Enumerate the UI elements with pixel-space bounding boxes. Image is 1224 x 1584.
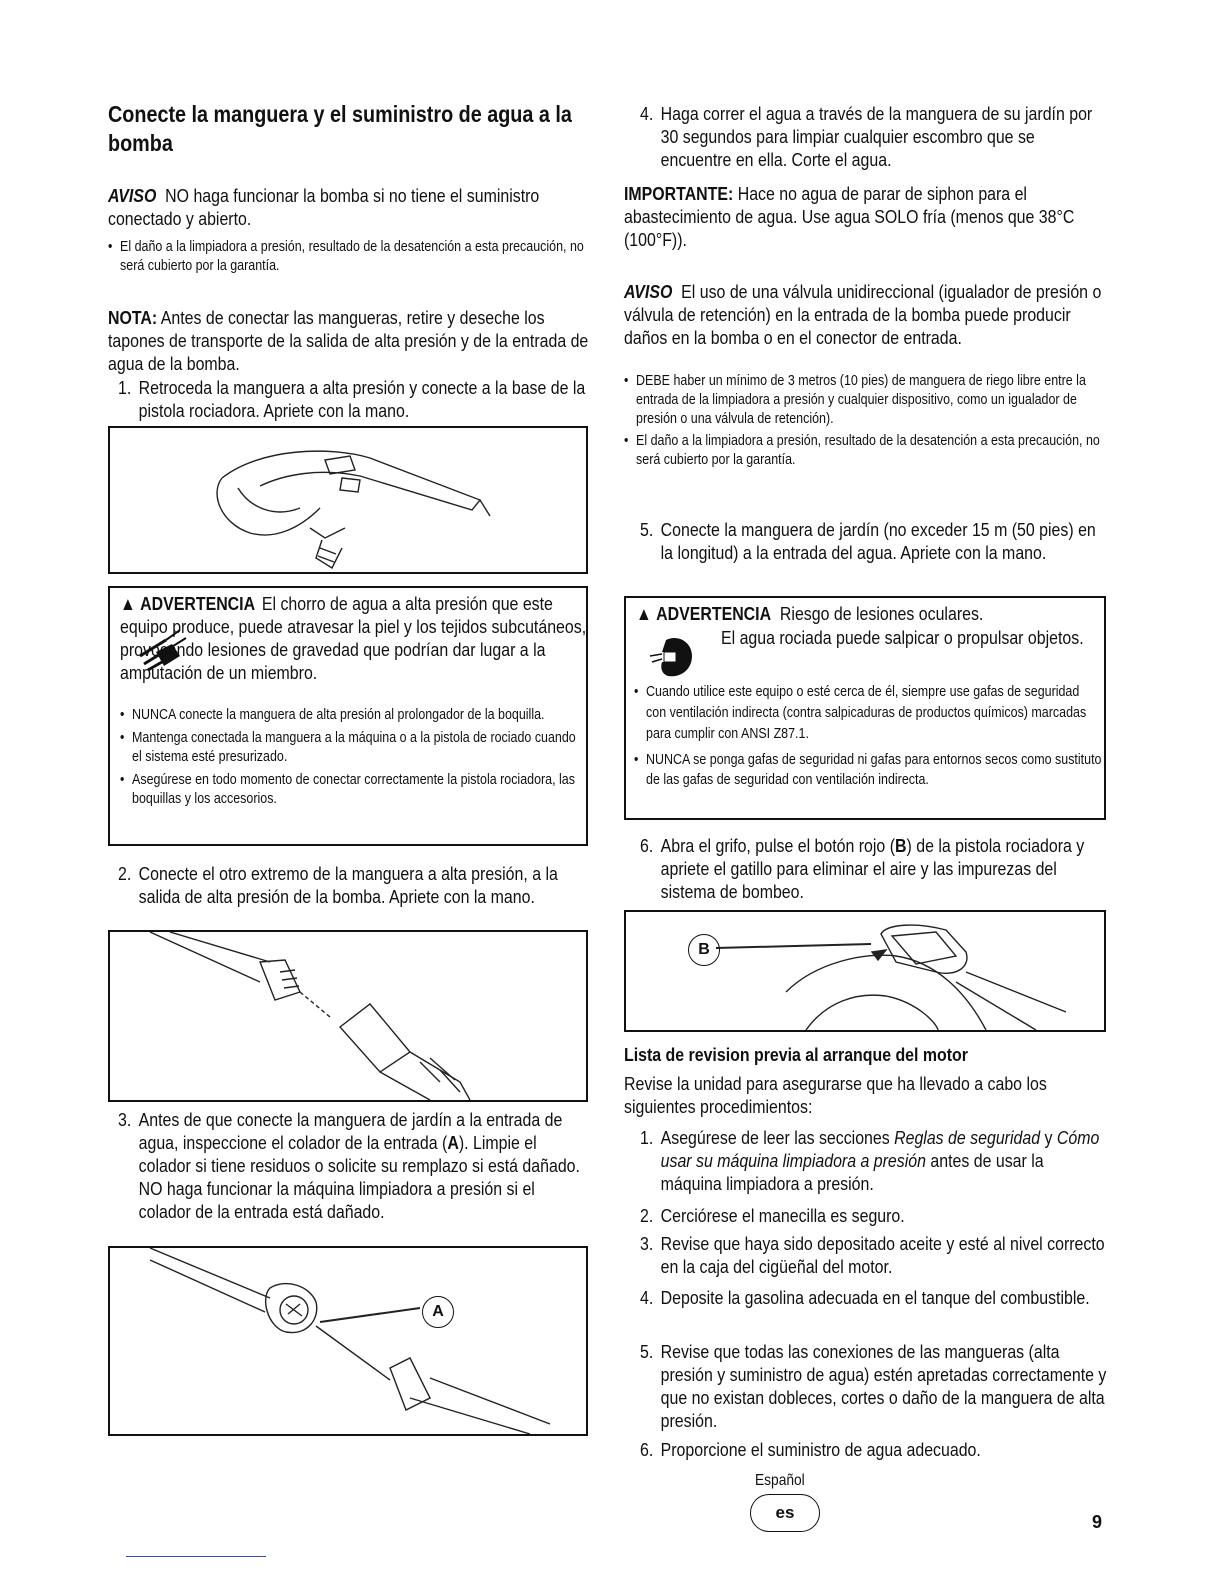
- step-number: 2.: [640, 1205, 654, 1226]
- aviso-text: NO haga funcionar la bomba si no tiene el suministro conectado y abierto.: [108, 185, 540, 229]
- checklist-item-4: [640, 1286, 1109, 1309]
- aviso-label: AVISO: [108, 185, 157, 206]
- warning-label: ADVERTENCIA: [656, 603, 772, 624]
- step-text-italic: Cómo usar su máquina limpiadora a presión: [660, 1127, 1100, 1171]
- step-number: 1.: [118, 377, 132, 398]
- list-item: • El daño a la limpiadora a presión, resultado de la desatención a esta precaución, no será cubierto por la garantía.: [108, 238, 590, 276]
- step-text-part: y: [1040, 1127, 1057, 1148]
- aviso-notice-2: [624, 280, 1106, 349]
- list-item: • NUNCA conecte la manguera de alta presión al prolongador de la boquilla.: [120, 706, 589, 725]
- aviso-notice: [108, 184, 590, 230]
- checklist-item-2: [640, 1204, 1109, 1227]
- warning-triangle-icon: ▲: [636, 603, 652, 624]
- step-text-italic: Reglas de seguridad: [894, 1127, 1041, 1148]
- list-item: • DEBE haber un mínimo de 3 metros (10 pies) de manguera de riego libre entre la entrada de la limpiadora a presión y cualquier dispositivo, como un igualador de presión o una válvula de retención).: [624, 372, 1106, 429]
- warning-bullets: [634, 682, 1103, 790]
- aviso-label: AVISO: [624, 281, 673, 302]
- callout-b: B: [688, 934, 720, 966]
- step-4: [640, 102, 1109, 171]
- step-number: 6.: [640, 1439, 654, 1460]
- list-item: • Cuando utilice este equipo o esté cerca de él, siempre use gafas de seguridad con ventilación indirecta (contra salpicaduras de productos químicos) marcadas para cumplir con ANSI Z87.1.: [634, 682, 1103, 745]
- step-text: Conecte el otro extremo de la manguera a alta presión, a la salida de alta presión de la bomba. Apriete con la mano.: [138, 863, 558, 907]
- aviso-bullets-2: [624, 372, 1106, 470]
- warning-text: El chorro de agua a alta presión que este equipo produce, puede atravesar la piel y los tejidos subcutáneos, provocando lesiones de gravedad que podrían dar lugar a la amputación de un miembro.: [120, 593, 587, 683]
- step-2: [118, 862, 587, 908]
- step-text-part: Abra el grifo, pulse el botón rojo (: [660, 835, 896, 856]
- checklist-item-1: [640, 1126, 1109, 1195]
- step-number: 5.: [640, 519, 654, 540]
- figure-red-button: [624, 910, 1106, 1032]
- nota-note: [108, 306, 590, 375]
- step-text: Proporcione el suministro de agua adecuado.: [660, 1439, 981, 1460]
- callout-a: A: [422, 1296, 454, 1328]
- hose-connection-illustration: [110, 932, 586, 1100]
- callout-ref: B: [895, 835, 907, 856]
- step-text: Haga correr el agua a través de la manguera de su jardín por 30 segundos para limpiar cualquier escombro que se encuentre en ella. Corte el agua.: [660, 103, 1093, 170]
- step-number: 4.: [640, 103, 654, 124]
- warning-bullets: [120, 706, 589, 809]
- step-5: [640, 518, 1109, 564]
- list-item: • Asegúrese en todo momento de conectar correctamente la pistola rociadora, las boquillas y los accesorios.: [120, 771, 589, 809]
- step-number: 1.: [640, 1127, 654, 1148]
- figure-spray-gun: [108, 426, 588, 574]
- step-text: Conecte la manguera de jardín (no exceder 15 m (50 pies) en la longitud) a la entrada del agua. Apriete con la mano.: [660, 519, 1096, 563]
- callout-ref: A: [447, 1132, 459, 1153]
- step-text-part: Antes de que conecte la manguera de jardín a la entrada de agua, inspeccione el colador de la entrada (: [138, 1109, 563, 1153]
- list-item: • Mantenga conectada la manguera a la máquina o a la pistola de rociado cuando el sistema esté presurizado.: [120, 729, 589, 767]
- step-number: 6.: [640, 835, 654, 856]
- eye-protection-icon: [648, 632, 698, 682]
- trigger-button-illustration: [626, 912, 1104, 1030]
- figure-inlet-strainer: [108, 1246, 588, 1436]
- step-text-part: Asegúrese de leer las secciones: [660, 1127, 895, 1148]
- language-badge: es: [750, 1494, 820, 1532]
- warning-title: Riesgo de lesiones oculares.: [779, 603, 984, 624]
- nota-text: Antes de conectar las mangueras, retire y deseche los tapones de transporte de la salida de alta presión y de la entrada de agua de la bomba.: [108, 307, 589, 374]
- step-number: 3.: [118, 1109, 132, 1130]
- checklist-item-6: [640, 1438, 1109, 1461]
- aviso-text: El uso de una válvula unidireccional (igualador de presión o válvula de retención) en la entrada de la bomba puede producir daños en la bomba o en el conector de entrada.: [624, 281, 1102, 348]
- step-text: Revise que todas las conexiones de las mangueras (alta presión y suministro de agua) estén apretadas correctamente y que no existan dobleces, cortes o daño de la manguera de alta presión.: [660, 1341, 1107, 1431]
- footer-rule: [126, 1556, 266, 1557]
- importante-label: IMPORTANTE:: [624, 183, 734, 204]
- checklist-intro: Revise la unidad para asegurarse que ha llevado a cabo los siguientes procedimientos:: [624, 1073, 1047, 1117]
- step-text-part: ). Limpie el colador si tiene residuos o solicite su remplazo si está dañado. NO haga funcionar la máquina limpiadora a presión si el colador de la entrada está dañado.: [138, 1132, 580, 1222]
- step-3: [118, 1108, 591, 1223]
- checklist-heading: Lista de revision previa al arranque del motor: [624, 1044, 968, 1065]
- list-item: • NUNCA se ponga gafas de seguridad ni gafas para entornos secos como sustituto de las gafas de seguridad con ventilación indirecta.: [634, 750, 1103, 790]
- warning-triangle-icon: ▲: [120, 593, 136, 614]
- step-text: Revise que haya sido depositado aceite y esté al nivel correcto en la caja del cigüeñal del motor.: [660, 1233, 1105, 1277]
- spray-gun-illustration: [110, 428, 586, 572]
- step-text-part: ) de la pistola rociadora y apriete el gatillo para eliminar el aire y las impurezas del sistema de bombeo.: [660, 835, 1085, 902]
- figure-hose-connection: [108, 930, 588, 1102]
- inlet-strainer-illustration: [110, 1248, 586, 1434]
- step-text: Deposite la gasolina adecuada en el tanque del combustible.: [660, 1287, 1090, 1308]
- step-text-part: antes de usar la máquina limpiadora a presión.: [660, 1150, 1044, 1194]
- step-number: 5.: [640, 1341, 654, 1362]
- warning-label: ADVERTENCIA: [140, 593, 256, 614]
- aviso-bullets: [108, 238, 590, 276]
- nota-label: NOTA:: [108, 307, 158, 328]
- step-text: [139, 1108, 591, 1223]
- checklist-item-5: [640, 1340, 1109, 1432]
- importante-text: Hace no agua de parar de siphon para el abastecimiento de agua. Use agua SOLO fría (menos que 38°C (100°F)).: [624, 183, 1075, 250]
- step-6: [640, 834, 1109, 903]
- warning-box: [108, 586, 588, 846]
- warning-text: El agua rociada puede salpicar o propulsar objetos.: [721, 627, 1084, 648]
- step-number: 3.: [640, 1233, 654, 1254]
- section-heading: Conecte la manguera y el suministro de agua a la bomba: [108, 101, 572, 156]
- step-text: Retroceda la manguera a alta presión y conecte a la base de la pistola rociadora. Apriete con la mano.: [138, 377, 586, 421]
- list-item: • El daño a la limpiadora a presión, resultado de la desatención a esta precaución, no será cubierto por la garantía.: [624, 432, 1106, 470]
- checklist-item-3: [640, 1232, 1109, 1278]
- warning-header: [636, 602, 1105, 625]
- importante-note: [624, 182, 1106, 251]
- step-text: Cerciórese el manecilla es seguro.: [660, 1205, 905, 1226]
- step-number: 4.: [640, 1287, 654, 1308]
- step-text: [661, 1126, 1109, 1195]
- footer-language: Español: [755, 1472, 805, 1489]
- warning-box-2: [624, 596, 1106, 820]
- step-text: [661, 834, 1109, 903]
- step-1: [118, 376, 587, 422]
- page-number: 9: [1092, 1512, 1103, 1532]
- step-number: 2.: [118, 863, 132, 884]
